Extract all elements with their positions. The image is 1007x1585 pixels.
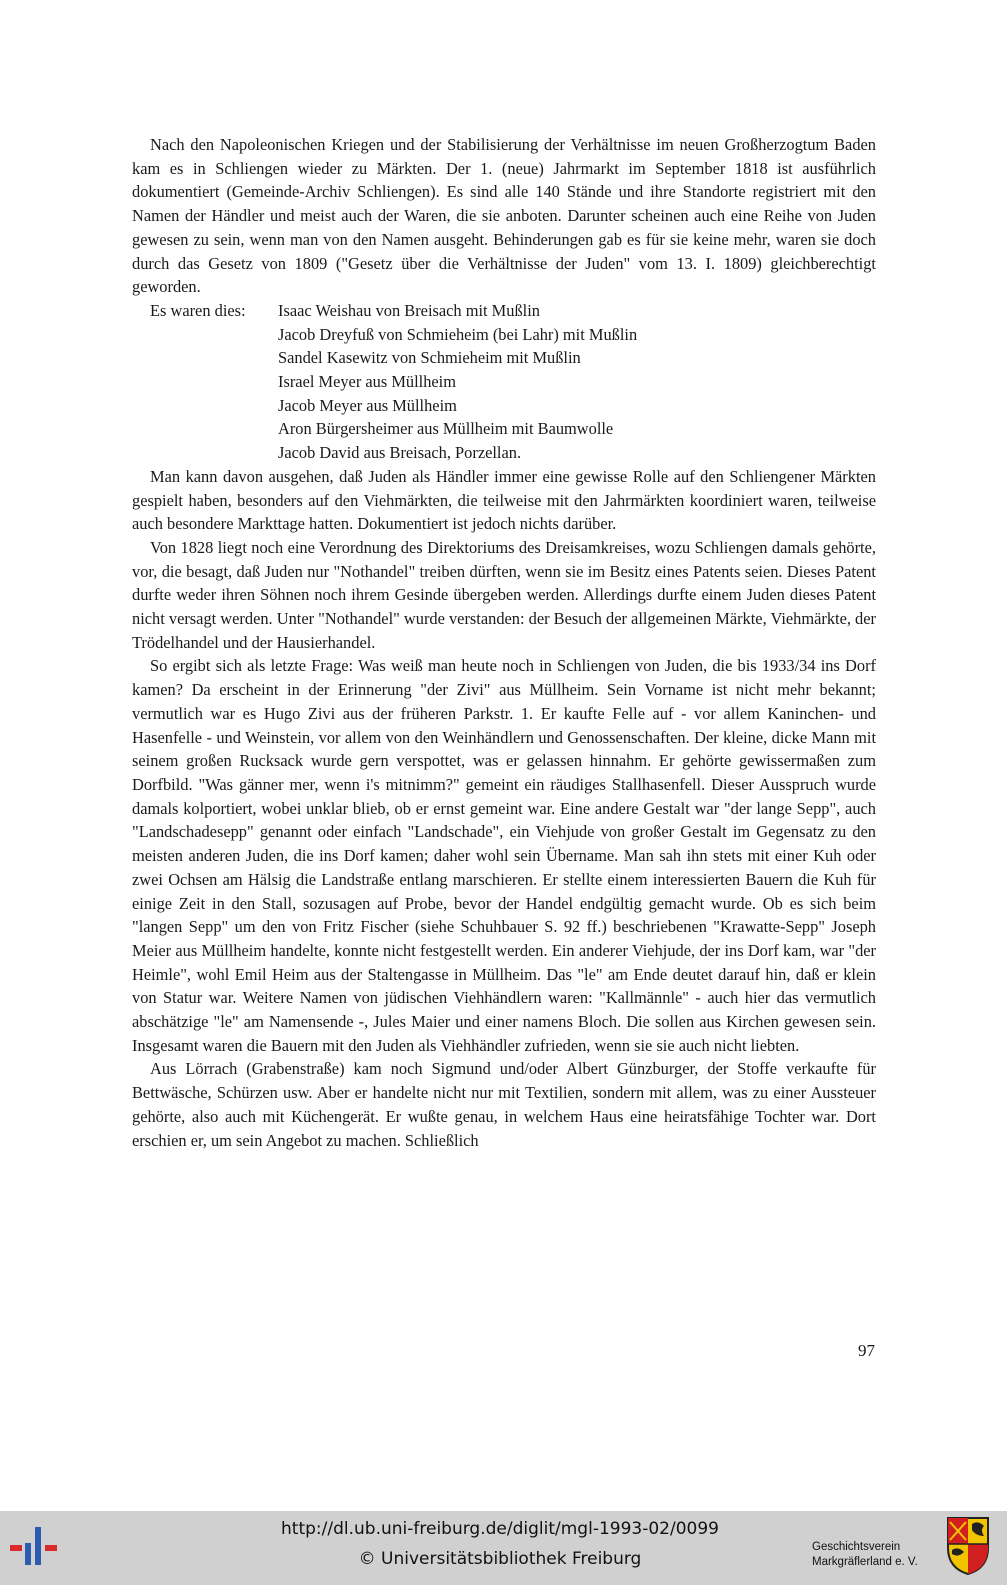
ub-freiburg-logo-icon[interactable]: [8, 1523, 64, 1571]
list-item: Sandel Kasewitz von Schmieheim mit Mußlin: [278, 348, 581, 368]
paragraph: So ergibt sich als letzte Frage: Was weiß man heute noch in Schliengen von Juden, die bis 1933/34 ins Dorf kamen? Da erscheint in der Erinnerung "der Zivi" aus Müllheim. Sein Vorname ist nicht mehr bekannt; vermutlich war es Hugo Zivi aus der früheren Parkstr. 1. Er kaufte Felle auf - vor allem Kaninchen- und Hasenfelle - und Weinstein, vor allem von den Weinhändlern und Genossenschaften. Der kleine, dicke Mann mit seinem großen Rucksack wurde gern verspottet, was er gelassen hinnahm. Er gehörte gewissermaßen zum Dorfbild. "Was gänner mer, wenn i's mitnimm?" gemeint ein räudiges Stallhasenfell. Dieser Ausspruch wurde damals kolportiert, wobei unklar blieb, ob er ernst gemeint war. Eine andere Gestalt war "der lange Sepp", auch "Landschadesepp" genannt oder einfach "Landschade", ein Viehjude von großer Gestalt im Gegensatz zu den meisten anderen Juden, die ins Dorf kamen; daher wohl sein Übername. Man sah ihn stets mit einer Kuh oder zwei Ochsen am Hälsig die Landstraße entlang marschieren. Er stellte einem interessierten Bauern die Kuh für einige Zeit in den Stall, sozusagen auf Probe, bevor der Handel endgültig gemacht wurde. Ob es sich beim "langen Sepp" um den von Fritz Fischer (siehe Schuhbauer S. 92 ff.) beschriebenen "Krawatte-Sepp" Joseph Meier aus Müllheim handelte, konnte nicht festgestellt werden. Ein anderer Viehjude, der ins Dorf kam, war "der Heimle", wohl Emil Heim aus der Staltengasse in Müllheim. Das "le" am Ende deutet darauf hin, daß er klein von Statur war. Weitere Namen von jüdischen Viehhändlern waren: "Kallmännle" - auch hier das vermutlich abschätzige "le" am Namensende -, Jules Maier und einer namens Bloch. Die sollen aus Kirchen gewesen sein. Insgesamt waren die Bauern mit den Juden als Viehhändler zufrieden, wenn sie sie auch nicht liebten.: [132, 656, 876, 1055]
list-item: Jacob Dreyfuß von Schmieheim (bei Lahr) mit Mußlin: [278, 324, 638, 344]
list-item: Aron Bürgersheimer aus Müllheim mit Baumwolle: [278, 419, 614, 439]
list-item: Jacob Meyer aus Müllheim: [278, 395, 457, 415]
page-number: 97: [858, 1341, 875, 1360]
copyright-text: © Universitätsbibliothek Freiburg: [358, 1549, 642, 1569]
source-url-link[interactable]: http://dl.ub.uni-freiburg.de/diglit/mgl-1993-02/0099: [281, 1519, 719, 1539]
paragraph: Nach den Napoleonischen Kriegen und der Stabilisierung der Verhältnisse im neuen Großherzogtum Baden kam es in Schliengen wieder zu Märkten. Der 1. (neue) Jahrmarkt im September 1818 ist ausführlich dokumentiert (Gemeinde-Archiv Schliengen). Es sind alle 140 Stände und ihre Standorte registriert mit den Namen der Händler und meist auch der Waren, die sie anboten. Darunter scheinen auch eine Reihe von Juden gewesen zu sein, wenn man von den Namen ausgeht. Behinderungen gab es für sie keine mehr, waren sie doch durch das Gesetz von 1809 ("Gesetz über die Verhältnisse der Juden" vom 13. I. 1809) gleichberechtigt geworden.: [132, 135, 876, 297]
coat-of-arms-icon: [944, 1514, 992, 1576]
list-item: Israel Meyer aus Müllheim: [278, 372, 456, 392]
list-intro: Es waren dies:: [150, 300, 246, 320]
article-body: [132, 133, 876, 1152]
society-line-2: Markgräflerland e. V.: [812, 1556, 918, 1568]
society-line-1: Geschichtsverein: [812, 1541, 901, 1553]
society-name: [812, 1540, 930, 1570]
paragraph: Aus Lörrach (Grabenstraße) kam noch Sigmund und/oder Albert Günzburger, der Stoffe verkaufte für Bettwäsche, Schürzen usw. Aber er handelte nicht nur mit Textilien, sondern mit allem, was zu einer Aussteuer gehörte, also auch mit Küchengerät. Er wußte genau, in welchem Haus eine heiratsfähige Tochter war. Dort erschien er, um sein Angebot zu machen. Schließlich: [132, 1059, 876, 1150]
footer-center: [200, 1514, 800, 1574]
trader-list: [132, 299, 876, 465]
footer-bar: [0, 1511, 1007, 1585]
trader-list-items: [278, 299, 637, 465]
list-item: Isaac Weishau von Breisach mit Mußlin: [278, 300, 540, 320]
paragraph: Von 1828 liegt noch eine Verordnung des Direktoriums des Dreisamkreises, wozu Schliengen damals gehörte, vor, die besagt, daß Juden nur "Nothandel" treiben dürften, wenn sie im Besitz eines Patents seien. Dieses Patent durfte weder ihren Söhnen noch ihrem Gesinde übergeben werden. Allerdings durfte einem Juden dieses Patent nicht versagt werden. Unter "Nothandel" wurde verstanden: der Besuch der allgemeinen Märkte, Viehmärkte, der Trödelhandel und der Hausierhandel.: [132, 537, 876, 652]
paragraph: Man kann davon ausgehen, daß Juden als Händler immer eine gewisse Rolle auf den Schliengener Märkten gespielt haben, besonders auf den Viehmärkten, die teilweise mit den Jahrmärkten koordiniert waren, teilweise auch besondere Markttage hatten. Dokumentiert ist jedoch nichts darüber.: [132, 466, 876, 534]
list-item: Jacob David aus Breisach, Porzellan.: [278, 443, 522, 463]
